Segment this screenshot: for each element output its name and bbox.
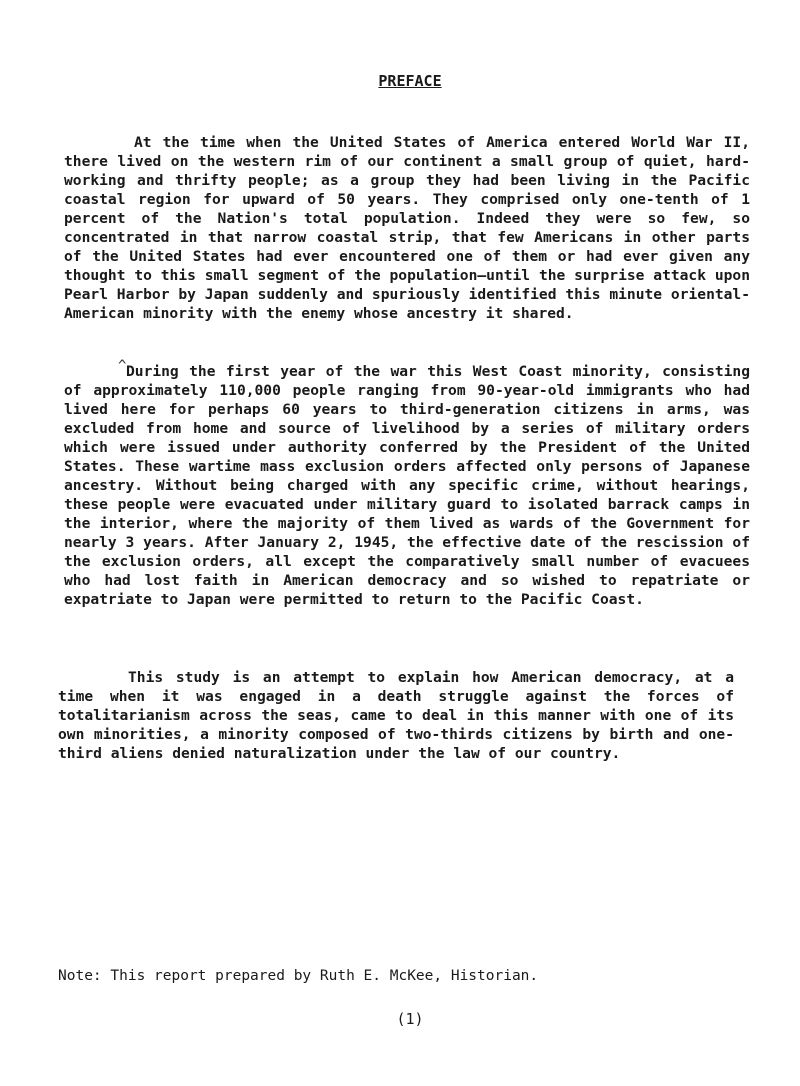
handwritten-caret-mark: ^ [118, 358, 127, 374]
page-number: (1) [396, 1010, 424, 1028]
paragraph-2: During the first year of the war this West Coast minority, consisting of approximately 110,000 people ranging from 90-year-old immigrants who had lived here for perhaps 60 years to third-generation citizens in arms, was excluded from home and source of livelihood by a series of military orders which were issued under authority conferred by the President of the United States. These wartime mass exclusion orders affected only persons of Japanese ancestry. Without being charged with any specific crime, without hearings, these people were evacuated under military guard to isolated barrack camps in the interior, where the majority of them lived as wards of the Government for nearly 3 years. After January 2, 1945, the effective date of the rescission of the exclusion orders, all except the comparatively small number of evacuees who had lost faith in American democracy and so wished to repatriate or expatriate to Japan were permitted to return to the Pacific Coast. [64, 363, 750, 608]
author-note: Note: This report prepared by Ruth E. McKee, Historian. [58, 968, 539, 984]
paragraph-1: At the time when the United States of America entered World War II, there lived on the western rim of our continent a small group of quiet, hard-working and thrifty people; as a group they had been living in the Pacific coastal region for upward of 50 years. They comprised only one-tenth of 1 percent of the Nation's total population. Indeed they were so few, so concentrated in that narrow coastal strip, that few Americans in other parts of the United States had ever encountered one of them or had ever given any thought to this small segment of the population—until the surprise attack upon Pearl Harbor by Japan suddenly and spuriously identified this minute oriental-American minority with the enemy whose ancestry it shared. [64, 134, 750, 322]
page-title: PREFACE [378, 72, 442, 90]
paragraph-3: This study is an attempt to explain how American democracy, at a time when it was engaged in a death struggle against the forces of totalitarianism across the seas, came to deal in this manner with one of its own minorities, a minority composed of two-thirds citizens by birth and one-third aliens denied naturalization under the law of our country. [58, 669, 734, 762]
